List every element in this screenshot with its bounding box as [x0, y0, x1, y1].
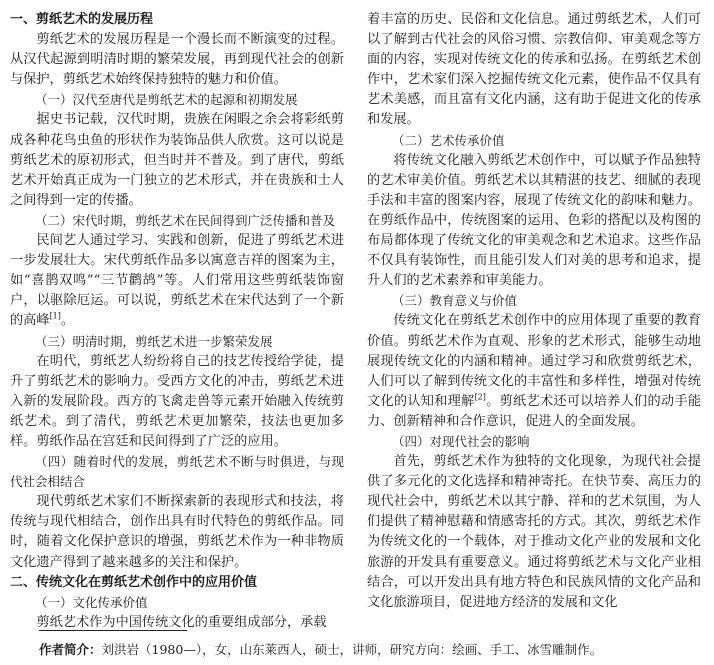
paragraph: 首先，剪纸艺术作为独特的文化现象，为现代社会提供了多元化的文化选择和精神寄托。在快节奏、高压力的现代社会中，剪纸艺术以其宁静、祥和的艺术氛围，为人们提供了精神慰藉和情感寄托的方式。其次，剪纸艺术作为传统文化的一个载体，对于推动文化产业的发展和文化旅游的开发具有重要意义。通过将剪纸艺术与文化产业相结合，可以开发出具有地方特色和民族风情的文化产品和文化旅游项目，促进地方经济的发展和文化: [367, 454, 701, 610]
paragraph-text: 。剪纸艺术还可以培养人们的动手能力、创新精神和合作意识，促进人的全面发展。: [367, 393, 702, 429]
citation-ref: [2]: [474, 392, 486, 402]
subsection-heading: （四）对现代社会的影响: [392, 433, 530, 449]
subsection-heading: （二）宋代时期，剪纸艺术在民间得到广泛传播和普及: [35, 212, 336, 228]
subsection-heading: （一）汉代至唐代是剪纸艺术的起源和初期发展: [35, 92, 298, 108]
paragraph: 现代剪纸艺术家们不断探索新的表现形式和技法，将传统与现代相结合，创作出具有时代特色的剪纸作品。同时，随着文化保护意识的增强，剪纸艺术作为一种非物质文化遗产得到了越来越多的关注和保护。: [10, 494, 344, 570]
author-footnote: [39, 640, 602, 658]
paragraph: 将传统文化融入剪纸艺术创作中，可以赋予作品独特的艺术审美价值。剪纸艺术以其精湛的技艺、细腻的表现手法和丰富的图案内容，展现了传统文化的韵味和魅力。在剪纸作品中，传统图案的运用、色彩的搭配以及构图的布局都体现了传统文化的审美观念和艺术追求。这些作品不仅具有装饰性，而且能引发人们对美的思考和追求，提升人们的艺术素养和审美能力。: [367, 152, 701, 289]
footnote-divider: [39, 630, 187, 631]
subsection-heading: （三）明清时期，剪纸艺术进一步繁荣发展: [35, 333, 273, 349]
section-heading-1: 一、剪纸艺术的发展历程: [10, 12, 154, 27]
left-column: [10, 10, 344, 633]
section-heading-2: 二、传统文化在剪纸艺术创作中的应用价值: [10, 574, 258, 590]
footnote-label: 作者简介：: [39, 642, 102, 657]
paragraph: 据史书记载，汉代时期，贵族在闲暇之余会将彩纸剪成各种花鸟虫鱼的形状作为装饰品供人欣赏。这可以说是剪纸艺术的原初形式，但当时并不普及。到了唐代，剪纸艺术开始真正成为一门独立的艺术形式，并在贵族和士人之间得到一定的传播。: [10, 112, 344, 208]
paragraph: 剪纸艺术的发展历程是一个漫长而不断演变的过程。从汉代起源到明清时期的繁荣发展，再到现代社会的创新与保护，剪纸艺术始终保持独特的魅力和价值。: [10, 32, 344, 88]
paragraph: 着丰富的历史、民俗和文化信息。通过剪纸艺术，人们可以了解到古代社会的风俗习惯、宗教信仰、审美观念等方面的内容，实现对传统文化的传承和弘扬。在剪纸艺术创作中，艺术家们深入挖掘传统文化元素，使作品不仅具有艺术美感，而且富有文化内涵，这有助于促进文化的传承和发展。: [367, 12, 701, 128]
subsection-heading: （三）教育意义与价值: [392, 293, 518, 309]
paragraph: [10, 231, 344, 331]
subsection-heading: （二）艺术传承价值: [392, 132, 505, 148]
subsection-heading: （一）文化传承价值: [35, 594, 148, 610]
paragraph: 剪纸艺术作为中国传统文化的重要组成部分，承载: [36, 614, 327, 630]
right-column: [367, 10, 701, 613]
paragraph: 在明代，剪纸艺人纷纷将自己的技艺传授给学徒，提升了剪纸艺术的影响力。受西方文化的冲击，剪纸艺术进入新的发展阶段。西方的飞禽走兽等元素开始融入传统剪纸艺术。到了清代，剪纸艺术更加繁荣，技法也更加多样。剪纸作品在宫廷和民间得到了广泛的应用。: [10, 353, 344, 449]
paragraph-text: 传统文化在剪纸艺术创作中的应用体现了重要的教育价值。剪纸艺术作为直观、形象的艺术形式，能够生动地展现传统文化的内涵和精神。通过学习和欣赏剪纸艺术，人们可以了解到传统文化的丰富性和多样性，增强对传统文化的认知和理解: [367, 313, 701, 409]
paragraph: [367, 311, 701, 432]
paragraph-text: 。: [60, 313, 75, 329]
paragraph-text: 民间艺人通过学习、实践和创新，促进了剪纸艺术进一步发展壮大。宋代剪纸作品多以寓意吉祥的图案为主，如“喜鹊双鸣”“三节鹳鸪”等。人们常用这些剪纸装饰窗户，以驱除厄运。可以说，剪纸艺术在宋代达到了一个新的高峰: [10, 233, 344, 329]
citation-ref: [1]: [49, 312, 61, 322]
footnote-text: 刘洪岩（1980—），女，山东莱西人，硕士，讲师，研究方向：绘画、手工、冰雪雕制作。: [101, 642, 603, 657]
subsection-heading: （四）随着时代的发展，剪纸艺术不断与时俱进，与现代社会相结合: [10, 454, 344, 490]
